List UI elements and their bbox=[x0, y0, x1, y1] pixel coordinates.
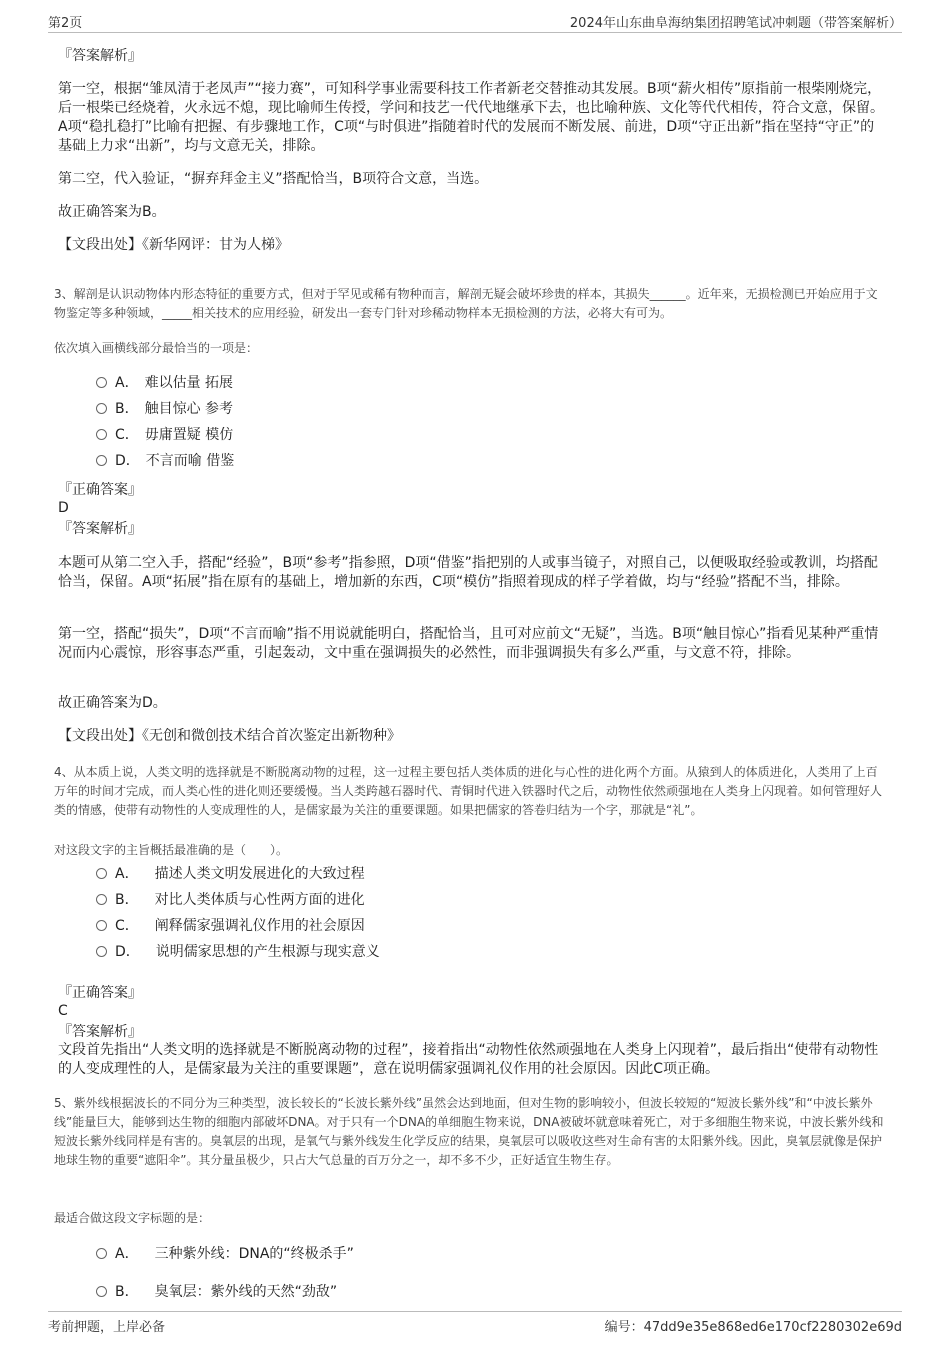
q3-option-c[interactable]: C． 毋庸置疑 模仿 bbox=[96, 425, 233, 445]
q2-analysis-para1: 第一空，根据“雏凤清于老凤声”“接力赛”，可知科学事业需要科技工作者新老交替推动其发展。B项“薪火相传”原指前一根柴刚烧完，后一根柴已经烧着，火永远不熄，现比喻师生传授，学问和技艺一代代地继承下去，也比喻种族、文化等代代相传，符合文意，保留。A项“稳扎稳打”比喻有把握、有步骤地工作，C项“与时俱进”指随着时代的发展而不断发展、前进，D项“守正出新”指在坚持“守正”的基础上力求“出新”，均与文意无关，排除。 bbox=[58, 81, 884, 154]
radio-icon[interactable] bbox=[96, 377, 107, 388]
q4-analysis: 文段首先指出“人类文明的选择就是不断脱离动物的过程”，接着指出“动物性依然顽强地在人类身上闪现着”，最后指出“使带有动物性的人变成理性的人，是儒家最为关注的重要课题”，意在说明儒家强调礼仪作用的社会原因。因此C项正确。 bbox=[58, 1042, 879, 1077]
q4-stem: 4、从本质上说，人类文明的选择就是不断脱离动物的过程，这一过程主要包括人类体质的进化与心性的进化两个方面。从猿到人的体质进化，人类用了上百万年的时间才完成，而人类心性的进化则还要缓慢。当人类跨越石器时代、青铜时代进入铁器时代之后，动物性依然顽强地在人类身上闪现着。如何管理好人类的情感，使带有动物性的人变成理性的人，是儒家最为关注的重要课题。如果把儒家的答卷归结为一个字，那就是“礼”。 bbox=[54, 765, 883, 817]
radio-icon[interactable] bbox=[96, 868, 107, 879]
q2-analysis-para3: 故正确答案为B。 bbox=[58, 204, 166, 220]
q4-option-a[interactable]: A． 描述人类文明发展进化的大致过程 bbox=[96, 864, 365, 884]
q5-stem: 5、紫外线根据波长的不同分为三种类型，波长较长的“长波长紫外线”虽然会达到地面，但对生物的影响较小，但波长较短的“短波长紫外线”和“中波长紫外线”能量巨大，能够到达生物的细胞内部破坏DNA。对于只有一个DNA的单细胞生物来说，DNA被破坏就意味着死亡，对于多细胞生物来说，中波长紫外线和短波长紫外线同样是有害的。臭氧层的出现，是氧气与紫外线发生化学反应的结果，臭氧层可以吸收这些对生命有害的太阳紫外线。因此，臭氧层就像是保护地球生物的重要“遮阳伞”。其分量虽极少，只占大气总量的百万分之一，却不多不少，正好适宜生物生存。 bbox=[54, 1096, 884, 1167]
document-id: 编号：47dd9e35e868ed6e170cf2280302e69d bbox=[604, 1320, 902, 1335]
q4-prompt: 对这段文字的主旨概括最准确的是（ ）。 bbox=[54, 843, 289, 857]
q2-analysis-para2: 第二空，代入验证，“摒弃拜金主义”搭配恰当，B项符合文意，当选。 bbox=[58, 171, 489, 187]
q2-source: 【文段出处】《新华网评：甘为人梯》 bbox=[58, 237, 289, 253]
q3-analysis-label: 『答案解析』 bbox=[58, 521, 142, 537]
q5-option-b[interactable]: B． 臭氧层：紫外线的天然“劲敌” bbox=[96, 1282, 337, 1302]
q3-analysis-para2: 第一空，搭配“损失”，D项“不言而喻”指不用说就能明白，搭配恰当，且可对应前文“无疑”，当选。B项“触目惊心”指看见某种严重情况而内心震惊，形容事态严重，引起轰动，文中重在强调损失的必然性，而非强调损失有多么严重，与文意不符，排除。 bbox=[58, 626, 879, 661]
page-number: 第2页 bbox=[48, 16, 83, 31]
q5-prompt: 最适合做这段文字标题的是： bbox=[54, 1211, 211, 1225]
q3-option-d[interactable]: D． 不言而喻 借鉴 bbox=[96, 451, 234, 471]
q3-answer: D bbox=[58, 500, 69, 516]
q3-answer-label: 『正确答案』 bbox=[58, 482, 142, 498]
q4-option-d[interactable]: D． 说明儒家思想的产生根源与现实意义 bbox=[96, 942, 380, 962]
footer-slogan: 考前押题，上岸必备 bbox=[48, 1320, 166, 1335]
q3-option-b[interactable]: B． 触目惊心 参考 bbox=[96, 399, 233, 419]
radio-icon[interactable] bbox=[96, 894, 107, 905]
page-footer bbox=[48, 1311, 902, 1337]
radio-icon[interactable] bbox=[96, 1286, 107, 1297]
q4-analysis-label: 『答案解析』 bbox=[58, 1024, 142, 1040]
radio-icon[interactable] bbox=[96, 429, 107, 440]
q4-answer-label: 『正确答案』 bbox=[58, 985, 142, 1001]
q4-answer: C bbox=[58, 1003, 68, 1019]
q3-prompt: 依次填入画横线部分最恰当的一项是： bbox=[54, 341, 259, 355]
radio-icon[interactable] bbox=[96, 920, 107, 931]
radio-icon[interactable] bbox=[96, 403, 107, 414]
q3-analysis-para3: 故正确答案为D。 bbox=[58, 695, 167, 711]
radio-icon[interactable] bbox=[96, 946, 107, 957]
q3-stem: 3、解剖是认识动物体内形态特征的重要方式，但对于罕见或稀有物种而言，解剖无疑会破坏珍贵的样本，其损失______。近年来，无损检测已开始应用于文物鉴定等多种领域，_____相关技术的应用经验，研发出一套专门针对珍稀动物样本无损检测的方法，必将大有可为。 bbox=[54, 287, 878, 320]
q5-option-a[interactable]: A． 三种紫外线：DNA的“终极杀手” bbox=[96, 1244, 354, 1264]
q2-analysis-label: 『答案解析』 bbox=[58, 48, 142, 64]
page-header bbox=[48, 12, 902, 33]
document-title: 2024年山东曲阜海纳集团招聘笔试冲刺题（带答案解析） bbox=[569, 16, 902, 31]
q3-option-a[interactable]: A． 难以估量 拓展 bbox=[96, 373, 233, 393]
q4-option-c[interactable]: C． 阐释儒家强调礼仪作用的社会原因 bbox=[96, 916, 365, 936]
q3-analysis-para1: 本题可从第二空入手，搭配“经验”，B项“参考”指参照，D项“借鉴”指把别的人或事当镜子，对照自己，以便吸取经验或教训，均搭配恰当，保留。A项“拓展”指在原有的基础上，增加新的东西，C项“模仿”指照着现成的样子学着做，均与“经验”搭配不当，排除。 bbox=[58, 555, 878, 590]
radio-icon[interactable] bbox=[96, 1248, 107, 1259]
q4-option-b[interactable]: B． 对比人类体质与心性两方面的进化 bbox=[96, 890, 365, 910]
radio-icon[interactable] bbox=[96, 455, 107, 466]
q3-source: 【文段出处】《无创和微创技术结合首次鉴定出新物种》 bbox=[58, 728, 401, 744]
